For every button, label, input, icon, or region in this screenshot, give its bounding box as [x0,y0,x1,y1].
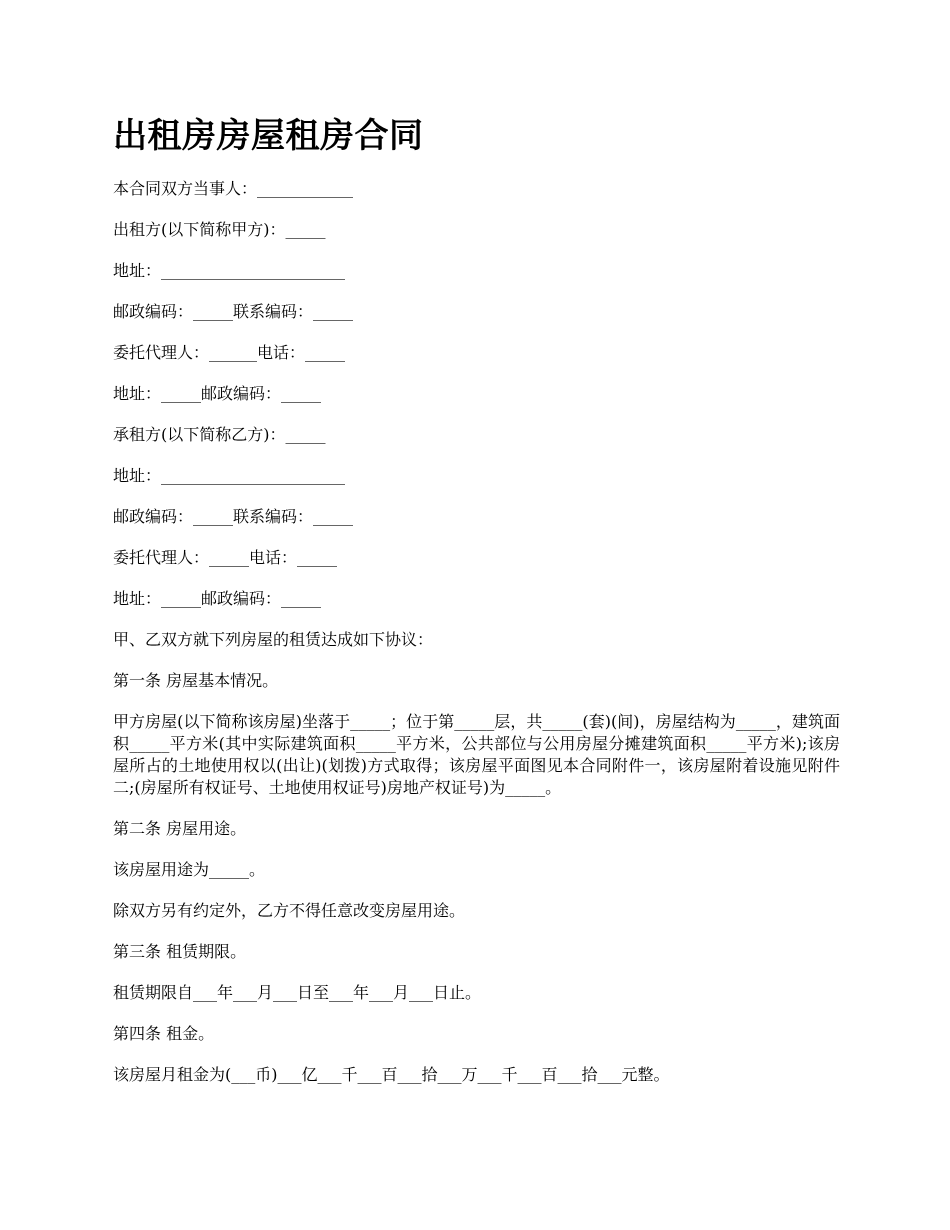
article-4-heading: 第四条 租金。 [113,1024,215,1043]
lessor-agent-address: 地址：_____邮政编码：_____ [113,384,322,403]
article-2-body: 该房屋用途为_____。 [113,860,266,879]
article-4-body: 该房屋月租金为(___币)___亿___千___百___拾___万___千___百___拾___元整。 [113,1065,670,1084]
lessor-postal-contact: 邮政编码：_____联系编码：_____ [113,302,354,321]
lessor-agent-phone: 委托代理人：______电话：_____ [113,343,346,362]
lessee-agent-address: 地址：_____邮政编码：_____ [113,589,322,608]
article-1-body: 甲方房屋(以下简称该房屋)坐落于_____；位于第_____层，共_____(套)(间)，房屋结构为_____，建筑面积_____平方米(其中实际建筑面积_____平方米，公共部位与公用房屋分摊建筑面积_____平方米);该房屋所占的土地使用权以(出让)(划拨)方式取得；该房屋平面图见本合同附件一，该房屋附着设施见附件二;(房屋所有权证号、土地使用权证号)房地产权证号)为_____。 [113,712,840,797]
lessee-line: 承租方(以下简称乙方)：_____ [113,425,326,444]
lessee-agent-phone: 委托代理人：_____电话：_____ [113,548,338,567]
article-3-body: 租赁期限自___年___月___日至___年___月___日止。 [113,983,482,1002]
article-1-heading: 第一条 房屋基本情况。 [113,671,279,690]
article-2-heading: 第二条 房屋用途。 [113,819,247,838]
lessor-line: 出租方(以下简称甲方)：_____ [113,220,326,239]
lessee-address: 地址：_______________________ [113,466,346,485]
document-title: 出租房房屋租房合同 [113,116,424,156]
lessor-address: 地址：_______________________ [113,261,346,280]
article-2-note: 除双方另有约定外，乙方不得任意改变房屋用途。 [113,901,466,920]
article-3-heading: 第三条 租赁期限。 [113,942,247,961]
agreement-intro: 甲、乙双方就下列房屋的租赁达成如下协议： [113,630,434,649]
lessee-postal-contact: 邮政编码：_____联系编码：_____ [113,507,354,526]
party-intro: 本合同双方当事人：____________ [113,179,354,198]
